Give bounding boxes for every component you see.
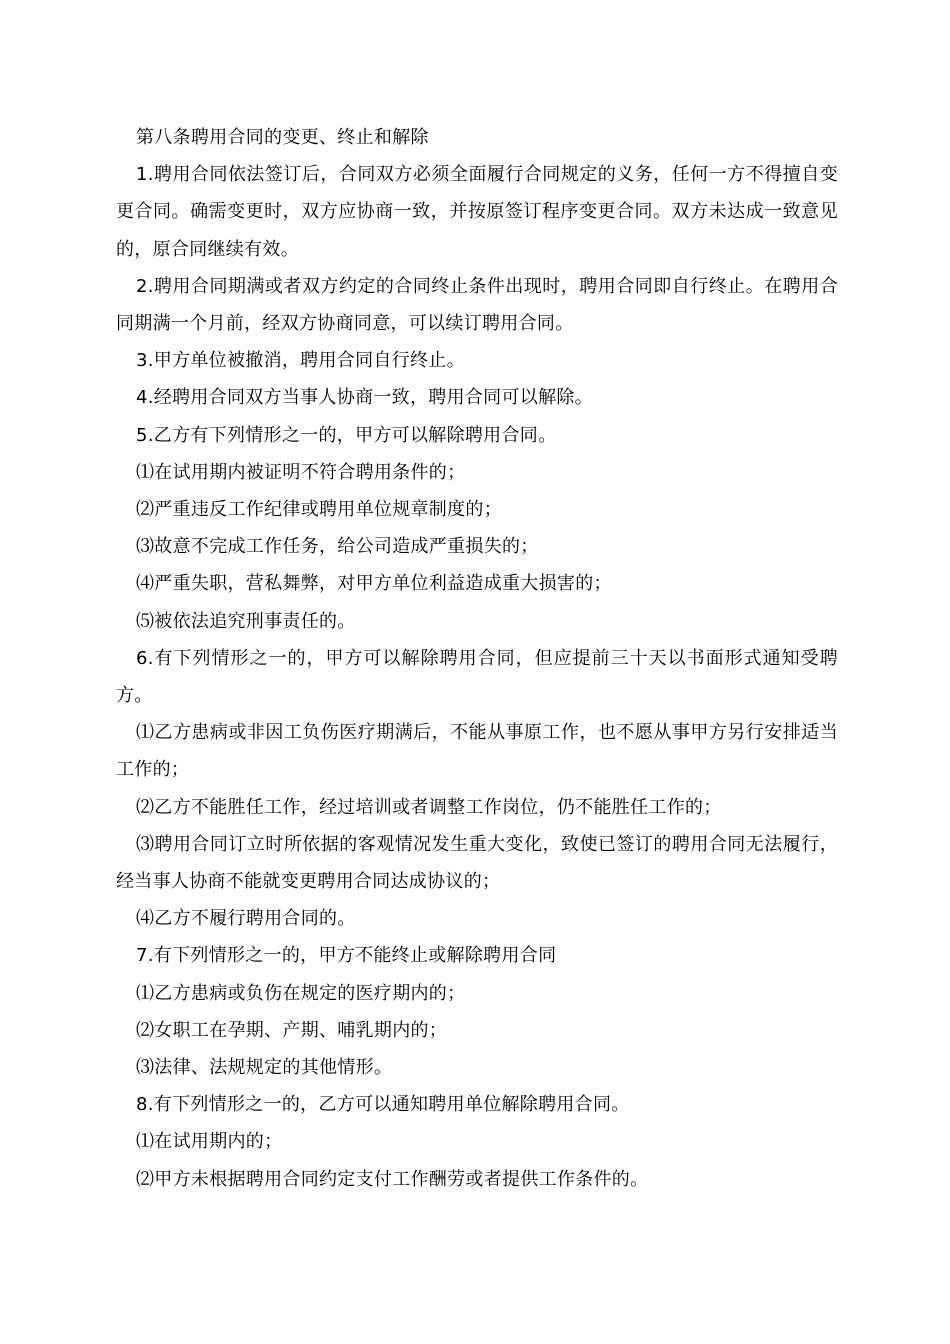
clause-6-item-1: ⑴乙方患病或非因工负伤医疗期满后，不能从事原工作，也不愿从事甲方另行安排适当工作的； bbox=[116, 722, 838, 781]
clause-5-item-2: ⑵严重违反工作纪律或聘用单位规章制度的； bbox=[136, 499, 502, 521]
clause-6-item-4: ⑷乙方不履行聘用合同的。 bbox=[136, 908, 356, 930]
clause-5-item-3: ⑶故意不完成工作任务，给公司造成严重损失的； bbox=[136, 536, 539, 558]
clause-6-item-3: ⑶聘用合同订立时所依据的客观情况发生重大变化，致使已签订的聘用合同无法履行，经当事人协商不能就变更聘用合同达成协议的； bbox=[116, 833, 838, 893]
clause-7-item-2: ⑵女职工在孕期、产期、哺乳期内的； bbox=[136, 1019, 448, 1041]
clause-7-item-3: ⑶法律、法规规定的其他情形。 bbox=[136, 1057, 393, 1079]
clause-5-item-4: ⑷严重失职，营私舞弊，对甲方单位利益造成重大损害的； bbox=[136, 573, 612, 595]
clause-6: 6.有下列情形之一的，甲方可以解除聘用合同，但应提前三十天以书面形式通知受聘方。 bbox=[116, 647, 838, 707]
clause-3: 3.甲方单位被撤消，聘用合同自行终止。 bbox=[136, 350, 465, 372]
clause-5-item-5: ⑸被依法追究刑事责任的。 bbox=[136, 610, 356, 632]
clause-6-item-2: ⑵乙方不能胜任工作，经过培训或者调整工作岗位，仍不能胜任工作的； bbox=[136, 796, 722, 818]
section-heading: 第八条聘用合同的变更、终止和解除 bbox=[136, 127, 429, 148]
clause-8-item-2: ⑵甲方未根据聘用合同约定支付工作酬劳或者提供工作条件的。 bbox=[136, 1168, 649, 1190]
clause-2: 2.聘用合同期满或者双方约定的合同终止条件出现时，聘用合同即自行终止。在聘用合同期满一个月前，经双方协商同意，可以续订聘用合同。 bbox=[116, 275, 838, 335]
clause-7: 7.有下列情形之一的，甲方不能终止或解除聘用合同 bbox=[136, 945, 557, 967]
clause-5-item-1: ⑴在试用期内被证明不符合聘用条件的； bbox=[136, 461, 466, 483]
clause-1: 1.聘用合同依法签订后，合同双方必须全面履行合同规定的义务，任何一方不得擅自变更合同。确需变更时，双方应协商一致，并按原签订程序变更合同。双方未达成一致意见的，原合同继续有效。 bbox=[116, 164, 838, 260]
clause-4: 4.经聘用合同双方当事人协商一致，聘用合同可以解除。 bbox=[136, 387, 593, 409]
clause-5: 5.乙方有下列情形之一的，甲方可以解除聘用合同。 bbox=[136, 424, 557, 446]
clause-7-item-1: ⑴乙方患病或负伤在规定的医疗期内的； bbox=[136, 982, 466, 1004]
clause-8-item-1: ⑴在试用期内的； bbox=[136, 1131, 283, 1153]
document-body bbox=[116, 119, 838, 1198]
clause-8: 8.有下列情形之一的，乙方可以通知聘用单位解除聘用合同。 bbox=[136, 1094, 630, 1116]
